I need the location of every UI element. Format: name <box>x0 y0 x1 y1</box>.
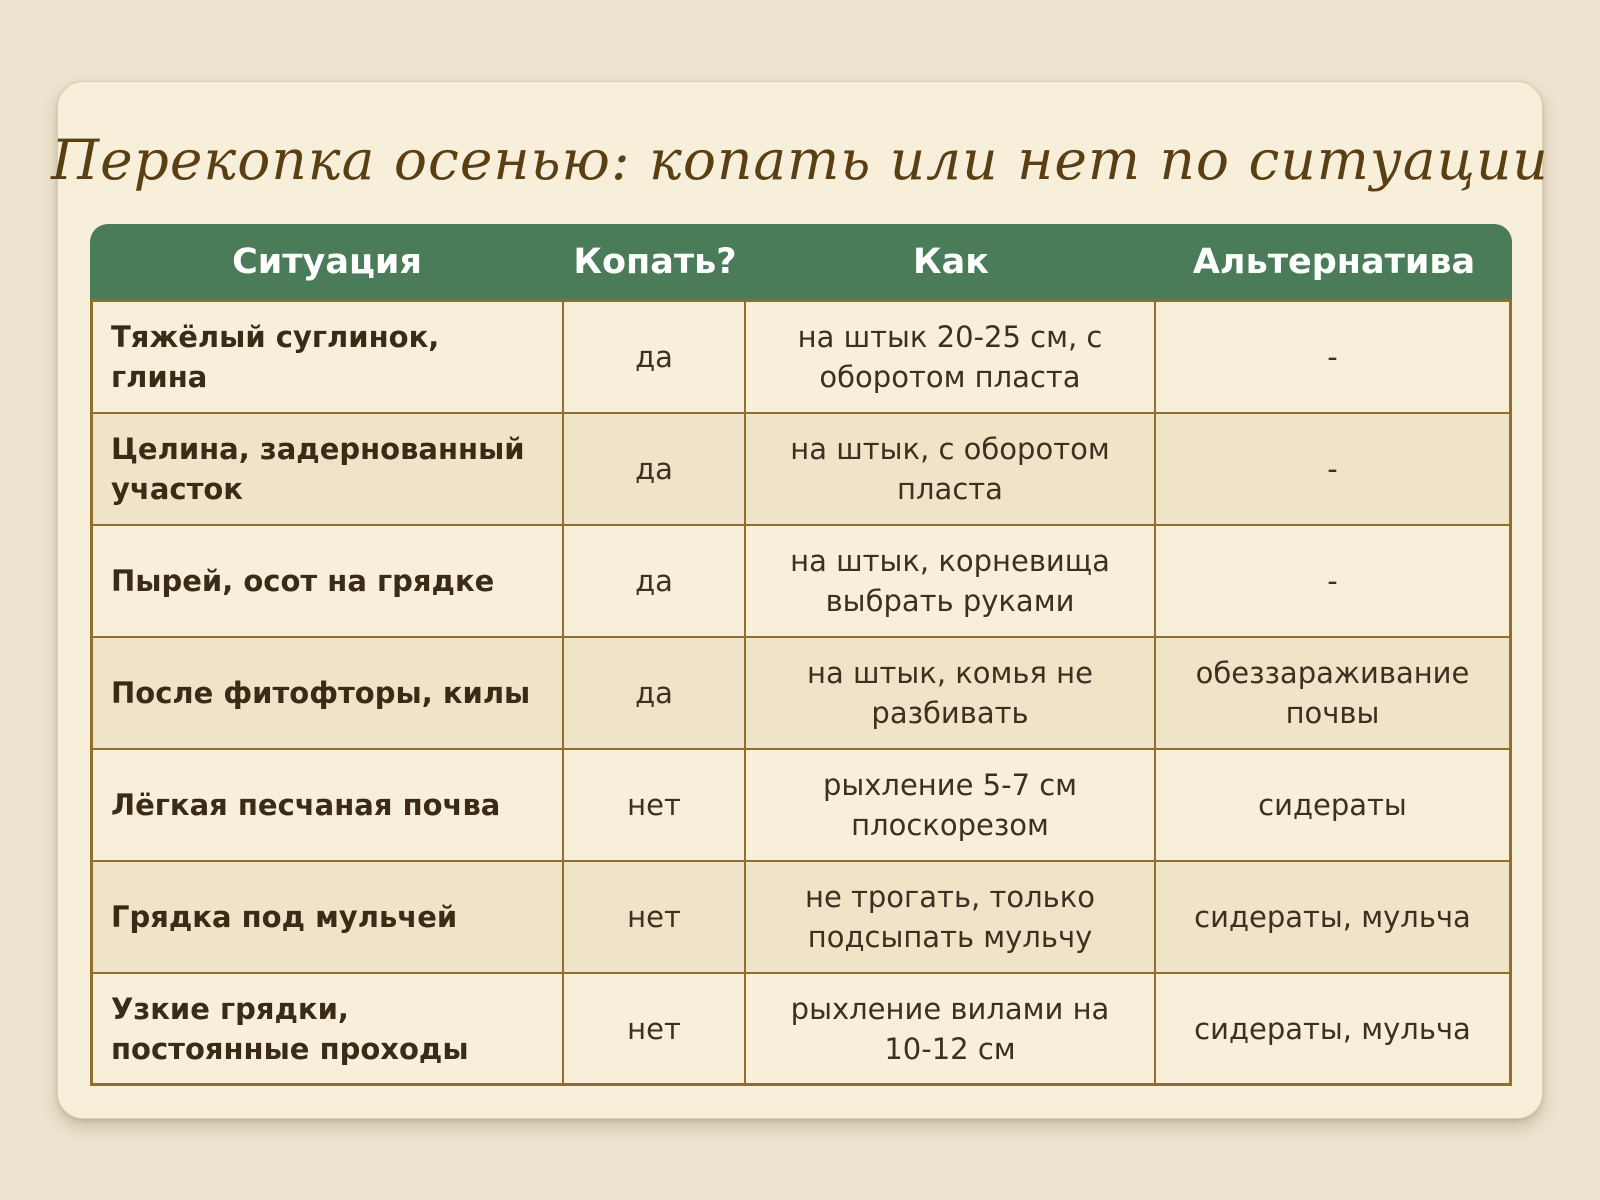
table-body <box>90 302 1512 1086</box>
cell-dig: да <box>564 414 746 524</box>
cell-dig: да <box>564 638 746 748</box>
cell-how: на штык, корневища выбрать руками <box>746 526 1156 636</box>
cell-dig: да <box>564 526 746 636</box>
cell-dig: да <box>564 302 746 412</box>
cell-situation: Лёгкая песчаная почва <box>93 750 564 860</box>
cell-situation: Узкие грядки, постоянные проходы <box>93 974 564 1083</box>
cell-alternative: сидераты, мульча <box>1194 1011 1471 1046</box>
cell-how: не трогать, только подсыпать мульчу <box>746 862 1156 972</box>
cell-alternative: сидераты <box>1258 788 1407 822</box>
cell-how: на штык, с оборотом пласта <box>746 414 1156 524</box>
cell-how: рыхление вилами на 10-12 см <box>746 974 1156 1083</box>
table-row <box>93 302 1509 414</box>
cell-alternative: - <box>1327 564 1338 598</box>
cell-alternative: сидераты, мульча <box>1194 900 1471 934</box>
data-table <box>90 224 1512 1086</box>
cell-situation: Пырей, осот на грядке <box>93 526 564 636</box>
cell-situation: Тяжёлый суглинок, глина <box>93 302 564 412</box>
table-row <box>93 526 1509 638</box>
table-row <box>93 750 1509 862</box>
header-how: Как <box>913 241 989 282</box>
header-dig: Копать? <box>573 241 737 282</box>
cell-situation: Грядка под мульчей <box>93 862 564 972</box>
cell-dig: нет <box>564 974 746 1083</box>
cell-how: на штык, комья не разбивать <box>746 638 1156 748</box>
table-header <box>90 224 1512 302</box>
header-alternative: Альтернатива <box>1192 241 1476 282</box>
table-row <box>93 862 1509 974</box>
cell-dig: нет <box>564 862 746 972</box>
cell-situation: Целина, задернованный участок <box>93 414 564 524</box>
cell-dig: нет <box>564 750 746 860</box>
cell-alternative: обеззараживание почвы <box>1195 656 1470 730</box>
table-row <box>93 638 1509 750</box>
header-situation: Ситуация <box>232 241 422 282</box>
page-title: Перекопка осенью: копать или нет по ситуации <box>51 128 1549 192</box>
table-row <box>93 974 1509 1083</box>
cell-alternative: - <box>1327 452 1338 486</box>
cell-situation: После фитофторы, килы <box>93 638 564 748</box>
cell-alternative: - <box>1327 340 1338 374</box>
cell-how: на штык 20-25 см, с оборотом пласта <box>746 302 1156 412</box>
table-row <box>93 414 1509 526</box>
cell-how: рыхление 5-7 см плоскорезом <box>746 750 1156 860</box>
